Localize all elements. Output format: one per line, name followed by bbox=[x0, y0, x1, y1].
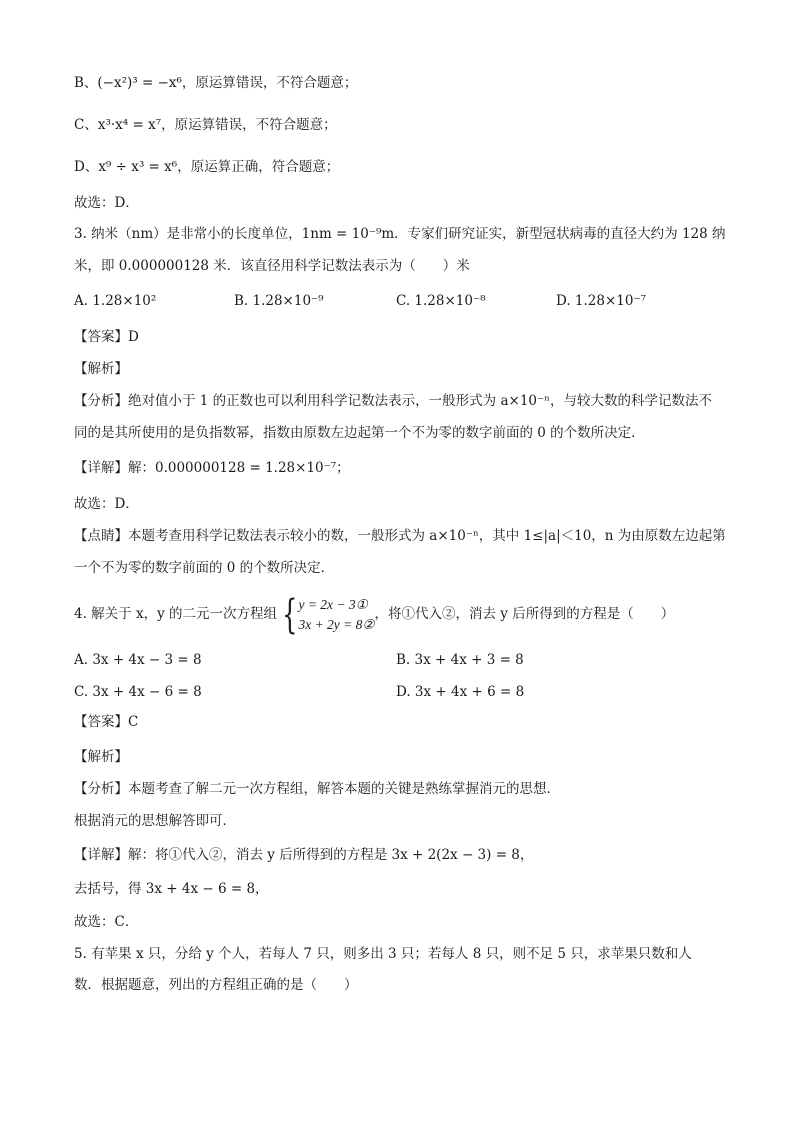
q4-option-d: D. 3x + 4x + 6 = 8 bbox=[396, 684, 525, 700]
q4-option-a: A. 3x + 4x − 3 = 8 bbox=[74, 652, 202, 668]
q4-answer: 【答案】C bbox=[74, 714, 139, 730]
q4-stem bbox=[74, 592, 674, 637]
q3-dianjing-line2: 一个不为零的数字前面的 0 的个数所决定． bbox=[74, 560, 335, 576]
q3-choice: 故选：D． bbox=[74, 496, 139, 512]
q4-stem-post: ，将①代入②，消去 y 后所得到的方程是（ ） bbox=[374, 606, 675, 622]
q4-xiangjie: 【详解】解：将①代入②，消去 y 后所得到的方程是 3x + 2(2x − 3) = 8， bbox=[74, 847, 534, 863]
q2-option-d-solution: D、x⁹ ÷ x³ = x⁶，原运算正确，符合题意； bbox=[74, 159, 340, 175]
q3-analysis-label: 【解析】 bbox=[74, 361, 128, 377]
q4-fenxi: 【分析】本题考查了解二元一次方程组，解答本题的关键是熟练掌握消元的思想． bbox=[74, 781, 560, 797]
equation-2: 3x + 2y = 8② bbox=[298, 617, 375, 632]
q4-option-c: C. 3x + 4x − 6 = 8 bbox=[74, 684, 202, 700]
q3-fenxi-line1: 【分析】绝对值小于 1 的正数也可以利用科学记数法表示，一般形式为 a×10⁻ⁿ，与较大数的科学记数法不 bbox=[74, 393, 712, 409]
q3-answer: 【答案】D bbox=[74, 329, 139, 345]
q4-stem-pre: 4. 解关于 x，y 的二元一次方程组 bbox=[74, 606, 277, 622]
q4-option-b: B. 3x + 4x + 3 = 8 bbox=[396, 652, 524, 668]
q3-xiangjie: 【详解】解：0.000000128 = 1.28×10⁻⁷； bbox=[74, 460, 350, 476]
q5-stem-line1: 5. 有苹果 x 只，分给 y 个人，若每人 7 只，则多出 3 只；若每人 8 只，则不足 5 只，求苹果只数和人 bbox=[74, 946, 692, 962]
q2-option-c-solution: C、x³·x⁴ = x⁷，原运算错误，不符合题意； bbox=[74, 117, 337, 133]
q2-option-b-solution: B、(−x²)³ = −x⁶，原运算错误，不符合题意； bbox=[74, 75, 358, 91]
q3-stem-line2: 米，即 0.000000128 米．该直径用科学记数法表示为（ ）米 bbox=[74, 258, 470, 274]
q3-fenxi-line2: 同的是其所使用的是负指数幂，指数由原数左边起第一个不为零的数字前面的 0 的个数所决定． bbox=[74, 425, 645, 441]
q2-choice: 故选：D． bbox=[74, 195, 139, 211]
q3-dianjing-line1: 【点睛】本题考查用科学记数法表示较小的数，一般形式为 a×10⁻ⁿ，其中 1≤|a|＜10，n 为由原数左边起第 bbox=[74, 528, 726, 544]
q4-analysis-label: 【解析】 bbox=[74, 749, 128, 765]
brace-icon: { bbox=[282, 592, 298, 638]
q5-stem-line2: 数．根据题意，列出的方程组正确的是（ ） bbox=[74, 977, 358, 993]
q3-option-a: A. 1.28×10² bbox=[74, 293, 157, 309]
equation-1: y = 2x − 3① bbox=[298, 597, 368, 612]
q4-method: 根据消元的思想解答即可． bbox=[74, 813, 236, 829]
q4-step: 去括号，得 3x + 4x − 6 = 8， bbox=[74, 881, 269, 897]
q3-option-d: D. 1.28×10⁻⁷ bbox=[556, 293, 647, 309]
q3-option-b: B. 1.28×10⁻⁹ bbox=[234, 293, 324, 309]
q4-choice: 故选：C． bbox=[74, 914, 139, 930]
equation-system bbox=[277, 593, 375, 637]
q3-stem-line1: 3. 纳米（nm）是非常小的长度单位，1nm = 10⁻⁹m．专家们研究证实，新型冠状病毒的直径大约为 128 纳 bbox=[74, 226, 726, 242]
q3-option-c: C. 1.28×10⁻⁸ bbox=[396, 293, 486, 309]
